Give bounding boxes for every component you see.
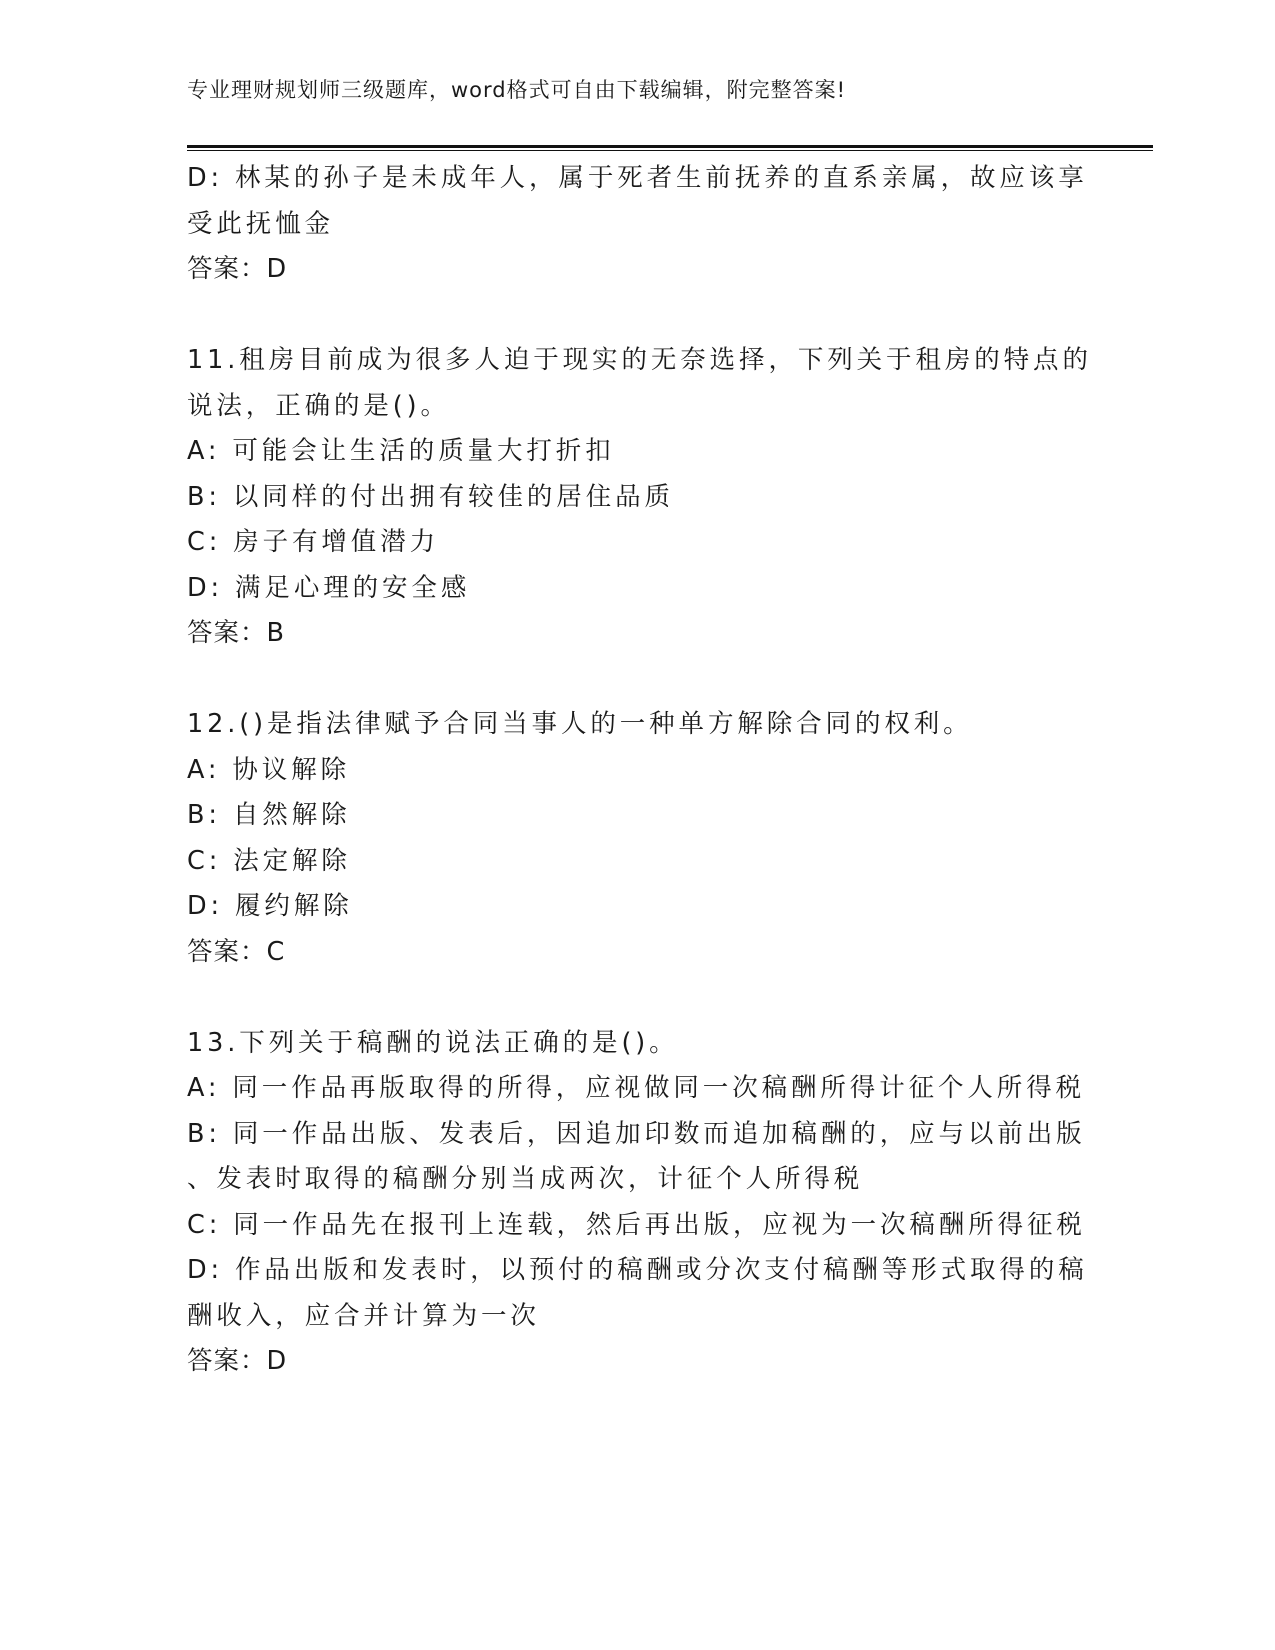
prev-answer: 答案：D bbox=[187, 254, 288, 284]
question-11-stem: 11.租房目前成为很多人迫于现实的无奈选择，下列关于租房的特点的 bbox=[187, 345, 1092, 375]
prev-option-d-line: D: 林某的孙子是未成年人，属于死者生前抚养的直系亲属，故应该享 bbox=[187, 163, 1088, 193]
header-rule-thin bbox=[187, 150, 1153, 151]
question-13-option-b-cont: 、发表时取得的稿酬分别当成两次，计征个人所得税 bbox=[187, 1164, 864, 1194]
spacer bbox=[187, 293, 1087, 339]
question-12-stem: 12.()是指法律赋予合同当事人的一种单方解除合同的权利。 bbox=[187, 709, 973, 739]
page-header: 专业理财规划师三级题库，word格式可自由下载编辑，附完整答案! bbox=[187, 78, 847, 102]
question-13-option-b: B: 同一作品出版、发表后，因追加印数而追加稿酬的，应与以前出版 bbox=[187, 1118, 1086, 1149]
question-12-option-b: B: 自然解除 bbox=[187, 800, 351, 830]
header-rule-thick bbox=[187, 145, 1153, 148]
question-12-option-d: D: 履约解除 bbox=[187, 891, 353, 921]
question-11-option-a: A: 可能会让生活的质量大打折扣 bbox=[187, 436, 615, 466]
question-12-option-a: A: 协议解除 bbox=[187, 754, 350, 785]
question-11-answer: 答案：B bbox=[187, 618, 285, 648]
question-13-option-d-cont: 酬收入，应合并计算为一次 bbox=[187, 1300, 540, 1331]
question-content bbox=[187, 156, 1092, 1385]
question-13-stem: 13.下列关于稿酬的说法正确的是()。 bbox=[187, 1027, 679, 1058]
question-13-answer: 答案：D bbox=[187, 1346, 288, 1376]
spacer bbox=[187, 657, 1087, 703]
question-11-option-c: C: 房子有增值潜力 bbox=[187, 527, 440, 557]
question-13-option-c: C: 同一作品先在报刊上连载，然后再出版，应视为一次稿酬所得征税 bbox=[187, 1209, 1086, 1240]
question-12-option-c: C: 法定解除 bbox=[187, 845, 351, 876]
prev-option-d-line: 受此抚恤金 bbox=[187, 208, 335, 239]
question-13-option-a: A: 同一作品再版取得的所得，应视做同一次稿酬所得计征个人所得税 bbox=[187, 1073, 1085, 1103]
question-12-answer: 答案：C bbox=[187, 936, 286, 967]
question-11-option-b: B: 以同样的付出拥有较佳的居住品质 bbox=[187, 481, 674, 512]
question-13-option-d: D: 作品出版和发表时，以预付的稿酬或分次支付稿酬等形式取得的稿 bbox=[187, 1255, 1088, 1285]
spacer bbox=[187, 975, 1087, 1021]
question-11-option-d: D: 满足心理的安全感 bbox=[187, 572, 471, 603]
question-11-stem: 说法，正确的是()。 bbox=[187, 390, 450, 421]
